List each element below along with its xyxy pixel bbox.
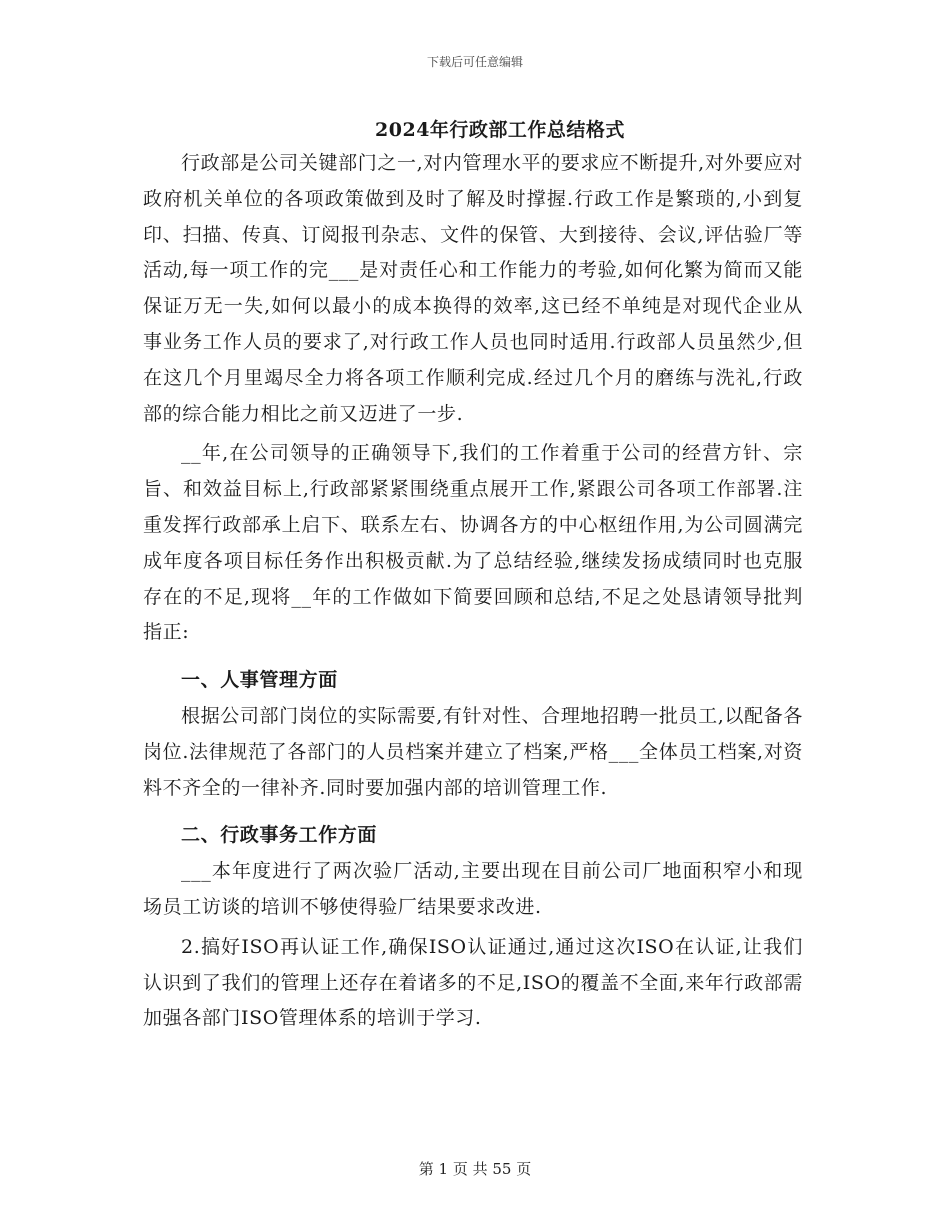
admin-affairs-paragraph-1: ___本年度进行了两次验厂活动,主要出现在目前公司厂地面积窄小和现场员工访谈的培训不够使得验厂结果要求改进. <box>143 860 803 918</box>
intro-paragraph: 行政部是公司关键部门之一,对内管理水平的要求应不断提升,对外要应对政府机关单位的各项政策做到及时了解及时撑握.行政工作是繁琐的,小到复印、扫描、传真、订阅报刊杂志、文件的保管、大到接待、会议,评估验厂等活动,每一项工作的完___是对责任心和工作能力的考验,如何化繁为简而又能保证万无一失,如何以最小的成本换得的效率,这已经不单纯是对现代企业从事业务工作人员的要求了,对行政工作人员也同时适用.行政部人员虽然少,但在这几个月里竭尽全力将各项工作顺利完成.经过几个月的磨练与洗礼,行政部的综合能力相比之前又迈进了一步. <box>143 152 803 425</box>
personnel-paragraph: 根据公司部门岗位的实际需要,有针对性、合理地招聘一批员工,以配备各岗位.法律规范了各部门的人员档案并建立了档案,严格___全体员工档案,对资料不齐全的一律补齐.同时要加强内部的培训管理工作. <box>143 704 803 799</box>
header-note: 下载后可任意编辑 <box>426 55 523 69</box>
section-heading-admin-affairs: 二、行政事务工作方面 <box>181 824 378 847</box>
section-heading-personnel: 一、人事管理方面 <box>181 669 338 692</box>
admin-affairs-paragraph-2: 2.搞好ISO再认证工作,确保ISO认证通过,通过这次ISO在认证,让我们认识到了我们的管理上还存在着诸多的不足,ISO的覆盖不全面,来年行政部需加强各部门ISO管理体系的培训于学习. <box>143 935 803 1030</box>
page-number: 第 1 页 共 55 页 <box>418 1160 532 1178</box>
summary-paragraph: __年,在公司领导的正确领导下,我们的工作着重于公司的经营方针、宗旨、和效益目标上,行政部紧紧围绕重点展开工作,紧跟公司各项工作部署.注重发挥行政部承上启下、联系左右、协调各方的中心枢纽作用,为公司圆满完成年度各项目标任务作出积极贡献.为了总结经验,继续发扬成绩同时也克服存在的不足,现将__年的工作做如下简要回顾和总结,不足之处恳请领导批判指正: <box>143 442 803 644</box>
document-title: 2024年行政部工作总结格式 <box>375 119 625 141</box>
document-body <box>143 146 803 1037</box>
